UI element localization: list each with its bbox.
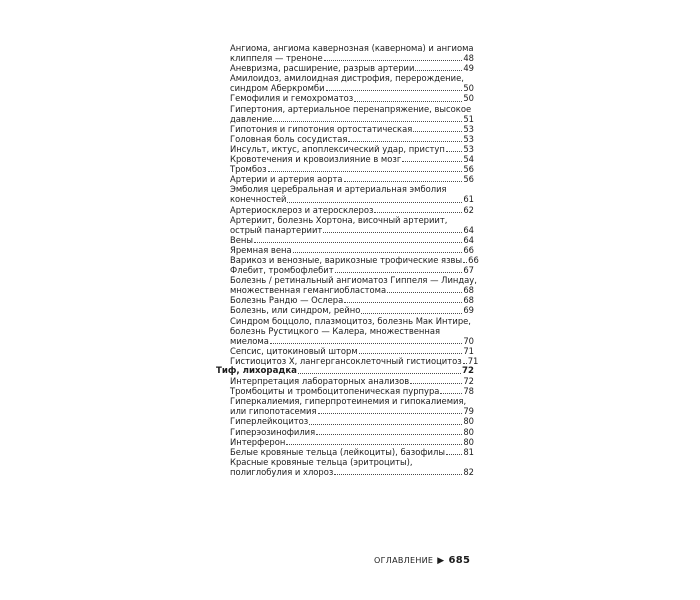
- dot-leader: [286, 444, 462, 445]
- dot-leader: [387, 292, 462, 293]
- toc-page-number: 62: [463, 204, 474, 215]
- toc-entry-title-line: Красные кровяные тельца (эритроциты),: [230, 456, 413, 467]
- toc-entry-title-line: Инсульт, иктус, апоплексический удар, приступ: [230, 143, 445, 154]
- toc-entry-title-line: Гиперэозинофилия: [230, 426, 316, 437]
- toc-page-number: 80: [463, 426, 474, 437]
- toc-page-number: 50: [463, 93, 474, 104]
- dot-leader: [344, 181, 463, 182]
- dot-leader: [268, 171, 463, 172]
- dot-leader: [326, 90, 463, 91]
- toc-page-number: 80: [463, 436, 474, 447]
- dot-leader: [254, 242, 462, 243]
- toc-page-number: 71: [463, 345, 474, 356]
- toc-page-number: 82: [463, 466, 474, 477]
- toc-entry-title-line: Головная боль сосудистая: [230, 133, 348, 144]
- toc-page-number: 79: [463, 406, 474, 417]
- toc-entry-title-line: конечностей: [230, 194, 287, 205]
- toc-entry-title-line: Гистиоцитоз X, лангергансоклеточный гистиоцитоз: [230, 355, 462, 366]
- toc-entry[interactable]: [216, 386, 474, 396]
- toc-entry-title-line: Амилоидоз, амилоидная дистрофия, перерождение,: [230, 73, 464, 84]
- toc-entry[interactable]: [216, 174, 474, 184]
- toc-entry-title-line: полиглобулия и хлороз: [230, 466, 334, 477]
- toc-entry[interactable]: [216, 93, 474, 103]
- toc-entry-title-line: Артериосклероз и атеросклероз: [230, 204, 374, 215]
- toc-entry-title-line: Гемофилия и гемохроматоз: [230, 93, 354, 104]
- toc-page-number: 81: [463, 446, 474, 457]
- toc-entry-title-line: давление: [230, 113, 273, 124]
- toc-entry-title-line: клиппеля — треноне: [230, 53, 323, 64]
- toc-entry-title-line: Болезнь, или синдром, рейно: [230, 305, 361, 316]
- toc-entry-title-line: множественная гемангиобластома: [230, 285, 387, 296]
- toc-entry[interactable]: [216, 245, 474, 255]
- toc-entry-title-line: Тромбоз: [230, 164, 267, 175]
- toc-entry-title-line: Интерпретация лабораторных анализов: [230, 376, 410, 387]
- toc-entry-title-line: Флебит, тромбофлебит: [230, 265, 334, 276]
- toc-entry-title-line: Кровотечения и кровоизлияние в мозг: [230, 154, 402, 165]
- toc-page-number: 67: [463, 265, 474, 276]
- toc-entry[interactable]: [216, 154, 474, 164]
- dot-leader: [316, 434, 462, 435]
- toc-entry-title-line: Болезнь / ретинальный ангиоматоз Гиппеля — Линдау,: [230, 275, 477, 286]
- toc-entry[interactable]: [216, 305, 474, 315]
- toc-entry[interactable]: [216, 416, 474, 426]
- toc-entry-title-line: Яремная вена: [230, 244, 292, 255]
- toc-page-number: 61: [463, 194, 474, 205]
- toc-page-number: 68: [463, 285, 474, 296]
- toc-entry-title-line: Белые кровяные тельца (лейкоциты), базофилы: [230, 446, 445, 457]
- dot-leader: [413, 131, 462, 132]
- page-number: 685: [448, 555, 471, 566]
- triangle-right-icon: ▶: [437, 555, 445, 566]
- toc-page-number: 68: [463, 295, 474, 306]
- dot-leader: [270, 343, 462, 344]
- footer-section-label: ОГЛАВЛЕНИЕ: [374, 556, 434, 565]
- toc-entry[interactable]: [216, 447, 474, 457]
- toc-page-number: 56: [463, 164, 474, 175]
- toc-page-number: 70: [463, 335, 474, 346]
- dot-leader: [415, 70, 462, 71]
- toc-page-number: 78: [463, 386, 474, 397]
- toc-page-number: 53: [463, 123, 474, 134]
- toc-page-number: 64: [463, 224, 474, 235]
- toc-page-number: 64: [463, 234, 474, 245]
- toc-page-number: 49: [463, 63, 474, 74]
- toc-entry-title-line: Тромбоциты и тромбоцитопеническая пурпура: [230, 386, 440, 397]
- toc-entry[interactable]: [216, 215, 474, 235]
- toc-entry[interactable]: [216, 144, 474, 154]
- dot-leader: [463, 262, 467, 263]
- toc-entry[interactable]: [216, 427, 474, 437]
- dot-leader: [446, 454, 462, 455]
- toc-entry[interactable]: [216, 376, 474, 386]
- toc-entry-title-line: Артерии и артерия аорта: [230, 174, 343, 185]
- toc-entry-title-line: или гипопотасемия: [230, 406, 317, 417]
- toc-page-number: 50: [463, 83, 474, 94]
- toc-entry-title-line: Гиперкалиемия, гиперпротеинемия и гипокалиемия,: [230, 396, 467, 407]
- toc-entry[interactable]: [216, 164, 474, 174]
- toc-entry-title-line: Артериит, болезнь Хортона, височный артериит,: [230, 214, 448, 225]
- toc-entry[interactable]: [216, 184, 474, 204]
- dot-leader: [463, 363, 467, 364]
- toc-entry-title-line: Синдром боццоло, плазмоцитоз, болезнь Мак Интире,: [230, 315, 471, 326]
- toc-entry[interactable]: [216, 124, 474, 134]
- toc-entry[interactable]: [216, 205, 474, 215]
- toc-entry-title-line: Болезнь Рандю — Ослера: [230, 295, 344, 306]
- toc-entry[interactable]: [216, 63, 474, 73]
- toc-entry-title-line: Сепсис, цитокиновый шторм: [230, 345, 358, 356]
- toc-entry-title-line: Тиф, лихорадка: [216, 366, 297, 376]
- toc-page-number: 56: [463, 174, 474, 185]
- toc-entry[interactable]: [216, 43, 474, 63]
- toc-page-number: 72: [462, 366, 474, 376]
- toc-entry-title-line: болезнь Рустицкого — Калера, множественная: [230, 325, 441, 336]
- toc-entry-title-line: Аневризма, расширение, разрыв артерии: [230, 63, 415, 74]
- toc-entry[interactable]: [216, 254, 479, 265]
- toc-page-number: 53: [463, 133, 474, 144]
- toc-page-number: 80: [463, 416, 474, 427]
- toc-section-heading[interactable]: [216, 366, 474, 376]
- toc-entry-title-line: Эмболия церебральная и артериальная эмболия: [230, 184, 447, 195]
- toc-entry-title-line: миелома: [230, 335, 269, 346]
- toc-page-number: 48: [463, 53, 474, 64]
- toc-entry[interactable]: [216, 73, 474, 93]
- dot-leader: [374, 212, 462, 213]
- toc-entry[interactable]: [216, 396, 474, 416]
- toc-entry[interactable]: [216, 275, 477, 296]
- dot-leader: [361, 313, 462, 314]
- toc-page-number: 51: [463, 113, 474, 124]
- dot-leader: [309, 424, 462, 425]
- toc-entry-title-line: Варикоз и венозные, варикозные трофические язвы: [230, 254, 463, 265]
- dot-leader: [298, 373, 461, 374]
- toc-page-number: 69: [463, 305, 474, 316]
- toc-entry-title-line: Ангиома, ангиома кавернозная (кавернома) и ангиома: [230, 43, 474, 53]
- dot-leader: [324, 60, 463, 61]
- page-footer: [374, 555, 470, 566]
- dot-leader: [344, 302, 462, 303]
- dot-leader: [359, 353, 463, 354]
- dot-leader: [446, 151, 462, 152]
- table-of-contents: [216, 43, 479, 477]
- toc-page-number: 66: [468, 254, 479, 265]
- dot-leader: [402, 161, 462, 162]
- toc-entry-title-line: острый панартериит: [230, 224, 323, 235]
- dot-leader: [293, 252, 463, 253]
- dot-leader: [334, 474, 462, 475]
- dot-leader: [440, 393, 462, 394]
- toc-entry-title-line: синдром Аберкромби: [230, 83, 325, 94]
- toc-entry-title-line: Вены: [230, 234, 253, 245]
- toc-entry[interactable]: [216, 104, 474, 124]
- toc-entry[interactable]: [216, 346, 474, 356]
- toc-page-number: 66: [463, 244, 474, 255]
- toc-entry-title-line: Гипертония, артериальное перенапряжение, высокое: [230, 103, 472, 114]
- toc-entry[interactable]: [216, 437, 474, 447]
- toc-entry-title-line: Гиперлейкоцитоз: [230, 416, 309, 427]
- dot-leader: [323, 232, 462, 233]
- dot-leader: [348, 141, 462, 142]
- toc-page-number: 54: [463, 154, 474, 165]
- toc-page-number: 71: [467, 355, 479, 366]
- toc-entry[interactable]: [216, 295, 474, 305]
- toc-entry[interactable]: [216, 457, 474, 477]
- toc-entry[interactable]: [216, 235, 474, 245]
- dot-leader: [273, 121, 462, 122]
- dot-leader: [318, 413, 463, 414]
- toc-entry[interactable]: [216, 265, 474, 275]
- dot-leader: [335, 272, 463, 273]
- toc-entry[interactable]: [216, 355, 479, 366]
- dot-leader: [287, 202, 462, 203]
- toc-entry[interactable]: [216, 316, 474, 346]
- dot-leader: [354, 101, 462, 102]
- dot-leader: [410, 383, 462, 384]
- toc-entry-title-line: Интерферон: [230, 436, 286, 447]
- toc-entry[interactable]: [216, 134, 474, 144]
- toc-entry-title-line: Гипотония и гипотония ортостатическая: [230, 123, 413, 134]
- toc-page-number: 72: [463, 376, 474, 387]
- toc-page-number: 53: [463, 143, 474, 154]
